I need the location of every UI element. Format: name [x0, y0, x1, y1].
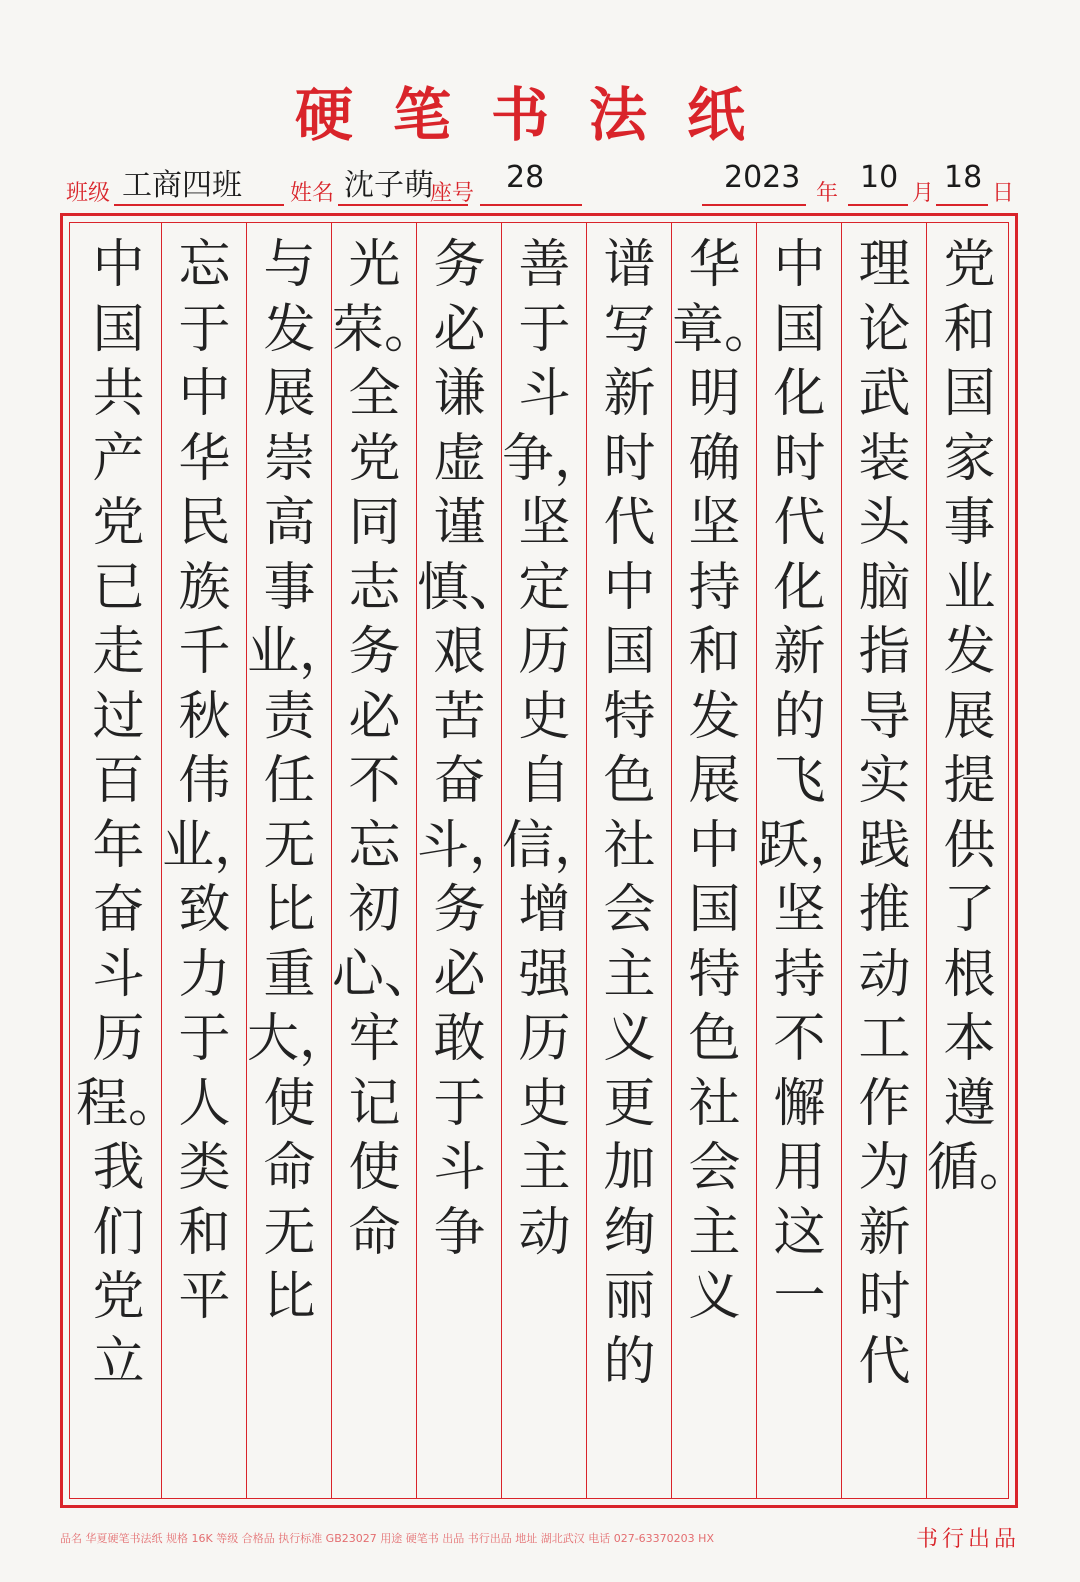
- column-5-text: 谱写新时代中国特色社会主义更加绚丽的: [603, 235, 656, 1392]
- header-row: [60, 160, 1020, 210]
- year-value: 2023: [724, 160, 801, 195]
- column-2-text: 理论武装头脑指导实践推动工作为新时代: [858, 235, 911, 1392]
- column-10: [161, 223, 267, 1498]
- year-underline: [702, 204, 806, 206]
- column-3-text: 中国化时代化新的飞跃，坚持不懈用这一: [757, 235, 862, 1327]
- column-7: [416, 223, 522, 1498]
- class-underline: [114, 204, 284, 206]
- seat-label: 座号: [430, 181, 475, 206]
- column-7-text: 务必谦虚谨慎、艰苦奋斗，务必敢于斗争: [417, 235, 522, 1263]
- day-label: 日: [992, 181, 1015, 206]
- column-6-text: 善于斗争，坚定历史自信，增强历史主动: [502, 235, 607, 1263]
- column-3: [756, 223, 862, 1498]
- month-label: 月: [912, 181, 935, 206]
- day-underline: [936, 204, 988, 206]
- paper-title: 硬笔书法纸: [294, 81, 785, 149]
- class-label: 班级: [66, 181, 111, 206]
- month-value: 10: [860, 160, 899, 195]
- column-4: [671, 223, 777, 1498]
- column-9-text: 与发展崇高事业，责任无比重大，使命无比: [247, 235, 352, 1327]
- name-label: 姓名: [290, 181, 335, 206]
- column-1: [926, 223, 1032, 1498]
- column-10-text: 忘于中华民族千秋伟业，致力于人类和平: [162, 235, 267, 1327]
- month-underline: [848, 204, 908, 206]
- class-value: 工商四班: [122, 168, 242, 203]
- seat-underline: [480, 204, 582, 206]
- footer-brand: 书行出品: [915, 1527, 1020, 1552]
- column-1-text: 党和国家事业发展提供了根本遵循。: [927, 235, 1032, 1198]
- day-value: 18: [944, 160, 983, 195]
- name-value: 沈子萌: [344, 168, 434, 203]
- column-11-text: 中国共产党已走过百年奋斗历程。我们党立: [76, 235, 181, 1392]
- column-8: [331, 223, 437, 1498]
- year-label: 年: [816, 181, 839, 206]
- footer-specs: 品名 华夏硬笔书法纸 规格 16K 等级 合格品 执行标准 GB23027 用途 硬笔书 出品 书行出品 地址 湖北武汉 电话 027-63370203 HX: [60, 1532, 714, 1545]
- seat-value: 28: [506, 160, 545, 195]
- writing-grid-inner: [69, 222, 1032, 1499]
- column-4-text: 华章。明确坚持和发展中国特色社会主义: [672, 235, 777, 1327]
- column-11: [76, 223, 181, 1498]
- writing-grid: [60, 213, 1032, 1508]
- column-8-text: 光荣。全党同志务必不忘初心、牢记使命: [332, 235, 437, 1263]
